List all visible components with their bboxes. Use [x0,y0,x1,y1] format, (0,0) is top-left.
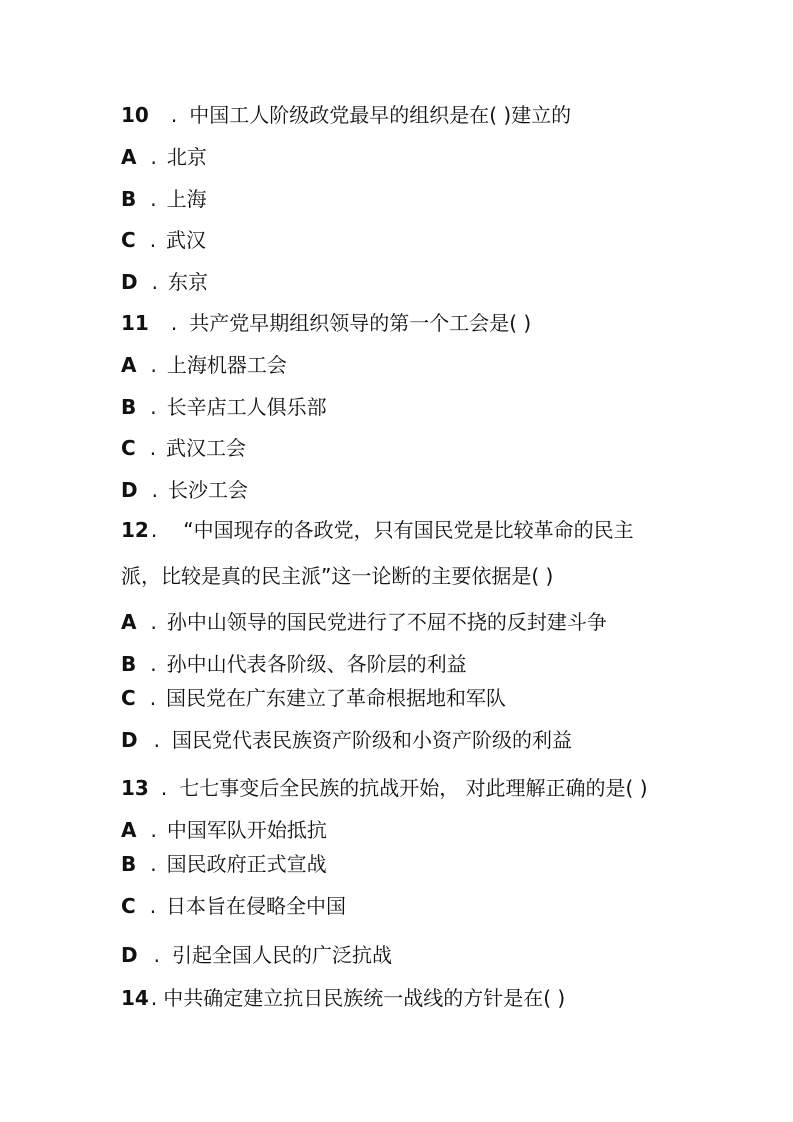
question-number: 10 [121,103,149,127]
option-12-c [121,686,506,710]
separator-dot: . [150,518,158,542]
option-text: 国民党代表民族资产阶级和小资产阶级的利益 [171,728,572,752]
separator-dot: . [150,652,157,676]
option-letter: D [121,270,138,294]
option-letter: A [121,353,137,377]
question-number: 13 [121,776,149,800]
option-text: 日本旨在侵略全中国 [166,894,347,918]
separator-dot: . [149,894,157,918]
option-12-a [121,610,607,634]
option-10-b [121,187,207,211]
question-12-stem-continued [121,564,553,588]
separator-dot: . [151,270,158,294]
separator-dot: . [160,776,168,800]
option-text: 北京 [166,145,207,169]
option-10-a [121,145,207,169]
option-text: 国民党在广东建立了革命根据地和军队 [166,686,507,710]
option-text: 长沙工会 [167,478,248,502]
question-text: “中国现存的各政党，只有国民党是比较革命的民主 [183,518,634,542]
option-12-b [121,652,467,676]
option-11-b [121,395,327,419]
question-number: 14 [121,986,149,1010]
question-text: 中国工人阶级政党最早的组织是在( )建立的 [189,103,572,127]
option-13-d [121,943,392,967]
option-letter: B [121,652,137,676]
question-number: 12 [121,518,149,542]
question-14-stem [121,986,565,1010]
option-letter: A [121,145,137,169]
option-12-d [121,728,572,752]
separator-dot: . [150,852,157,876]
question-13-stem [121,776,648,800]
question-text: 七七事变后全民族的抗战开始， 对此理解正确的是( ) [179,776,648,800]
option-10-c [121,228,206,252]
separator-dot: . [149,686,157,710]
option-text: 长辛店工人俱乐部 [166,395,327,419]
separator-dot: . [170,103,178,127]
separator-dot: . [153,943,160,967]
question-text: 派，比较是真的民主派”这一论断的主要依据是( ) [121,564,554,588]
separator-dot: . [150,353,157,377]
option-letter: C [121,686,136,710]
separator-dot: . [149,228,157,252]
option-text: 上海 [166,187,207,211]
option-letter: B [121,187,137,211]
option-text: 上海机器工会 [166,353,287,377]
option-letter: C [121,436,136,460]
separator-dot: . [150,610,157,634]
option-13-c [121,894,346,918]
option-11-c [121,436,246,460]
option-letter: B [121,395,137,419]
option-text: 引起全国人民的广泛抗战 [171,943,392,967]
separator-dot: . [149,436,157,460]
option-11-d [121,478,248,502]
option-text: 中国军队开始抵抗 [166,818,327,842]
question-text: 中共确定建立抗日民族统一战线的方针是在( ) [163,986,566,1010]
option-text: 武汉 [166,228,207,252]
option-letter: D [121,728,138,752]
separator-dot: . [153,728,160,752]
question-12-stem [121,518,634,542]
option-13-b [121,852,327,876]
option-text: 国民政府正式宣战 [166,852,327,876]
option-text: 武汉工会 [166,436,247,460]
question-text: 共产党早期组织领导的第一个工会是( ) [189,311,532,335]
option-text: 东京 [167,270,208,294]
option-text: 孙中山领导的国民党进行了不屈不挠的反封建斗争 [166,610,607,634]
option-text: 孙中山代表各阶级、各阶层的利益 [166,652,467,676]
separator-dot: . [170,311,178,335]
option-letter: C [121,228,136,252]
option-10-d [121,270,208,294]
separator-dot: . [151,478,158,502]
separator-dot: . [150,986,158,1010]
separator-dot: . [150,187,157,211]
separator-dot: . [150,395,157,419]
option-letter: A [121,818,137,842]
question-11-stem [121,311,531,335]
option-letter: B [121,852,137,876]
question-number: 11 [121,311,149,335]
option-11-a [121,353,287,377]
separator-dot: . [150,818,157,842]
option-13-a [121,818,327,842]
separator-dot: . [150,145,157,169]
option-letter: D [121,943,138,967]
option-letter: D [121,478,138,502]
option-letter: C [121,894,136,918]
question-10-stem [121,103,571,127]
option-letter: A [121,610,137,634]
